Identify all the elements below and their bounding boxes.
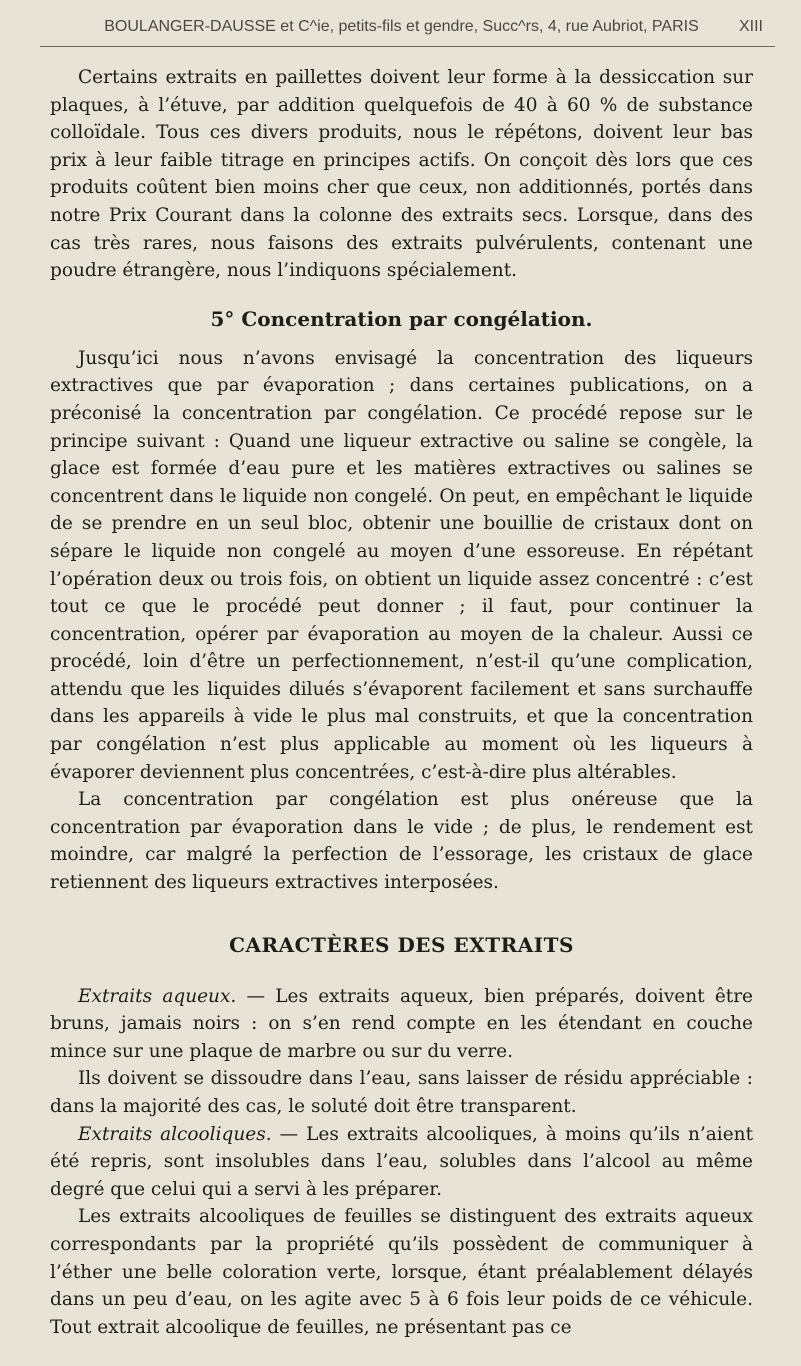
section-heading-characters: CARACTÈRES DES EXTRAITS bbox=[229, 932, 574, 957]
alcoholic-paragraph-2: Les extraits alcooliques de feuilles se distinguent des extraits aqueux correspondants par la propriété qu’ils possèdent de communiquer à l’éther une belle coloration verte, lorsque, étant préalablement délayés dans un peu d’eau, on les agite avec 5 à 6 fois leur poids de ce véhicule. Tout extrait alcoolique de feuilles, ne présentant pas ce bbox=[50, 1206, 753, 1338]
section-heading-concentration: 5° Concentration par congélation. bbox=[210, 306, 593, 331]
page-body bbox=[50, 64, 753, 1341]
concentration-paragraph-2: La concentration par congélation est plus onéreuse que la concentration par évaporation dans le vide ; de plus, le rendement est moindre, car malgré la perfection de l’essorage, les cristaux de glace retiennent des liqueurs extractives interposées. bbox=[50, 789, 753, 894]
running-head-text: BOULANGER-DAUSSE et C^ie, petits-fils et gendre, Succ^rs, 4, rue Aubriot, PARIS bbox=[104, 18, 699, 35]
aqueous-text: — Les extraits aqueux, bien préparés, doivent être bruns, jamais noirs : on s’en rend compte en les étendant en couche mince sur une plaque de marbre ou sur du verre. bbox=[50, 985, 754, 1062]
running-head bbox=[40, 18, 763, 36]
aqueous-term: Extraits aqueux. bbox=[78, 985, 237, 1007]
intro-paragraph: Certains extraits en paillettes doivent leur forme à la dessiccation sur plaques, à l’étuve, par addition quelquefois de 40 à 60 % de substance colloïdale. Tous ces divers produits, nous le répétons, doivent leur bas prix à leur faible titrage en principes actifs. On conçoit dès lors que ces produits coûtent bien moins cher que ceux, non additionnés, portés dans notre Prix Courant dans la colonne des extraits secs. Lorsque, dans des cas très rares, nous faisons des extraits pulvérulents, contenant une poudre étrangère, nous l’indiquons spécialement. bbox=[50, 67, 753, 282]
header-rule bbox=[40, 46, 775, 47]
alcoholic-term: Extraits alcooliques. bbox=[78, 1123, 272, 1145]
aqueous-paragraph-2: Ils doivent se dissoudre dans l’eau, sans laisser de résidu appréciable : dans la majorité des cas, le soluté doit être transparent. bbox=[50, 1068, 753, 1117]
alcoholic-paragraph-1 bbox=[50, 1121, 753, 1204]
concentration-paragraph-1: Jusqu’ici nous n’avons envisagé la concentration des liqueurs extractives que par évaporation ; dans certaines publications, on a préconisé la concentration par congélation. Ce procédé repose sur le principe suivant : Quand une liqueur extractive ou saline se congèle, la glace est formée d’eau pure et les matières extractives ou salines se concentrent dans le liquide non congelé. On peut, en empêchant le liquide de se prendre en un seul bloc, obtenir une bouillie de cristaux dont on sépare le liquide non congelé au moyen d’une essoreuse. En répétant l’opération deux ou trois fois, on obtient un liquide assez concentré : c’est tout ce que le procédé peut donner ; il faut, pour continuer la concentration, opérer par évaporation au moyen de la chaleur. Aussi ce procédé, loin d’être un perfectionnement, n’est-il qu’une complication, attendu que les liquides dilués s’évaporent facilement et sans surchauffe dans les appareils à vide le plus mal construits, et que la concentration par congélation n’est plus applicable au moment où les liqueurs à évaporer deviennent plus concentrées, c’est-à-dire plus altérables. bbox=[50, 347, 753, 783]
aqueous-paragraph-1 bbox=[50, 983, 753, 1066]
page-number: XIII bbox=[738, 18, 763, 35]
alcoholic-text: — Les extraits alcooliques, à moins qu’ils n’aient été repris, sont insolubles dans l’eau, solubles dans l’alcool au même degré que celui qui a servi à les préparer. bbox=[50, 1123, 754, 1200]
